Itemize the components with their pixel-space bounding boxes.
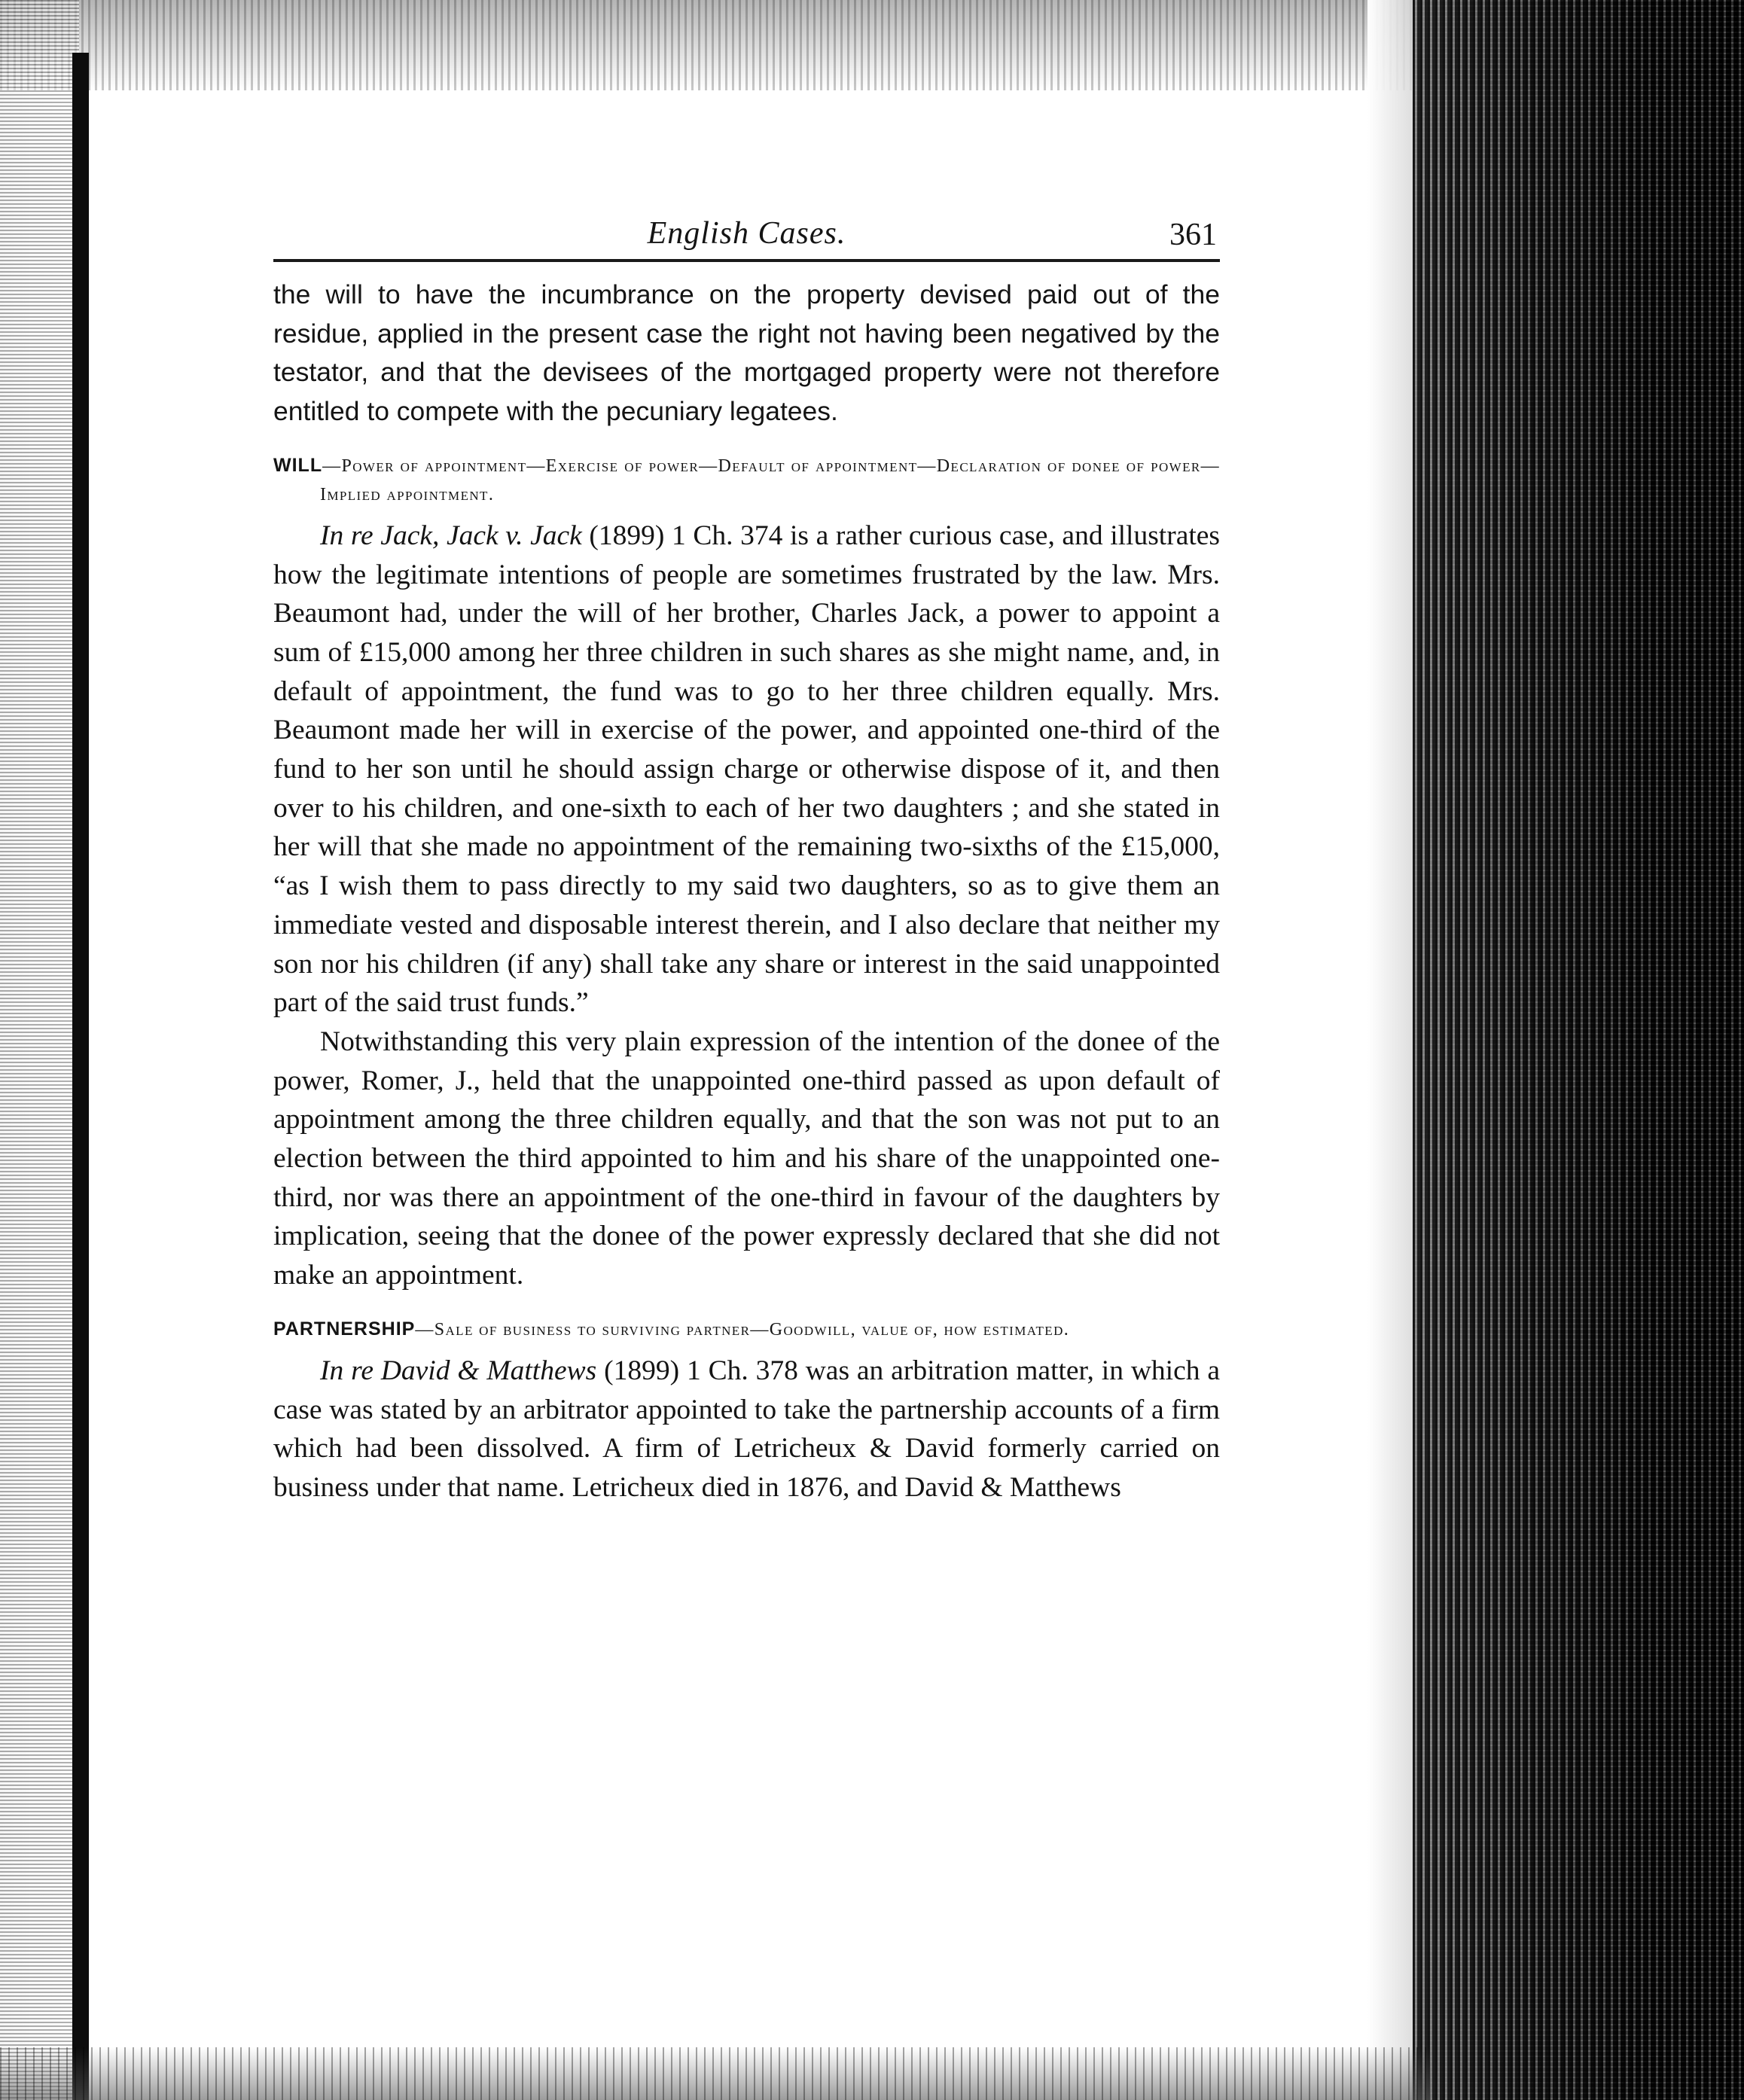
will-paragraph-2: Notwithstanding this very plain expression of the intention of the donee of the power, Romer, J., held that the unappointed one-third passed as upon default of appointment among the three children equally, and that the son was not put to an election between the third appointed to him and his share of the unappointed one-third, nor was there an appointment of the one-third in favour of the daughters by implication, seeing that the donee of the power expressly declared that she did not make an appointment. <box>273 1026 1220 1291</box>
continued-paragraph: the will to have the incumbrance on the property devised paid out of the residue, applied in the present case the right not having been negatived by the testator, and that the devisees of the mortgaged property were not therefore entitled to compete with the pecuniary legatees. <box>273 279 1220 427</box>
headnote-will <box>273 451 1220 509</box>
document-page <box>273 211 1220 1507</box>
running-head <box>273 211 1220 262</box>
body-text <box>273 276 1220 1507</box>
headnote-partnership-text: —Sale of business to surviving partner—Goodwill, value of, how estimated. <box>415 1319 1070 1340</box>
scan-left-spine <box>72 53 89 2100</box>
will-paragraph-1-text: (1899) 1 Ch. 374 is a rather curious case, and illustrates how the legitimate intentions of people are sometimes frustrated by the law. Mrs. Beaumont had, under the will of her brother, Charles Jack, a power to appoint a sum of £15,000 among her three children in such shares as she might name, and, in default of appointment, the fund was to go to her three children equally. Mrs. Beaumont made her will in exercise of the power, and appointed one-third of the fund to her son until he should assign charge or otherwise dispose of it, and then over to his children, and one-sixth to each of her two daughters ; and she stated in her will that she made no appointment of the remaining two-sixths of the £15,000, “as I wish them to pass directly to my said two daughters, so as to give them an immediate vested and disposable interest therein, and I also declare that neither my son nor his children (if any) shall take any share or interest in the said unappointed part of the said trust funds.” <box>273 520 1220 1019</box>
scan-right-edge <box>1413 0 1744 2100</box>
partnership-paragraph-text: (1899) 1 Ch. 378 was an arbitration matter, in which a case was stated by an arbitrator appointed to take the partnership accounts of a firm which had been dissolved. A firm of Letricheux & David formerly carried on business under that name. Letricheux died in 1876, and David & Matthews <box>273 1355 1220 1503</box>
case-name-jack: In re Jack, Jack v. Jack <box>320 520 582 551</box>
will-paragraph-1 <box>273 517 1220 1023</box>
partnership-paragraph <box>273 1352 1220 1507</box>
scan-left-edge <box>0 0 79 2100</box>
running-title: English Cases. <box>647 216 846 251</box>
scan-bottom-noise <box>0 2047 1431 2100</box>
headnote-partnership-lead: PARTNERSHIP <box>273 1318 416 1340</box>
headnote-will-text: —Power of appointment—Exercise of power—Default of appointment—Declaration of donee of power—Implied appointment. <box>320 456 1220 504</box>
headnote-will-lead: WILL <box>273 454 323 476</box>
scan-top-noise <box>0 0 1431 90</box>
headnote-partnership <box>273 1315 1220 1344</box>
case-name-david-matthews: In re David & Matthews <box>320 1355 597 1386</box>
page-number: 361 <box>1169 218 1217 252</box>
